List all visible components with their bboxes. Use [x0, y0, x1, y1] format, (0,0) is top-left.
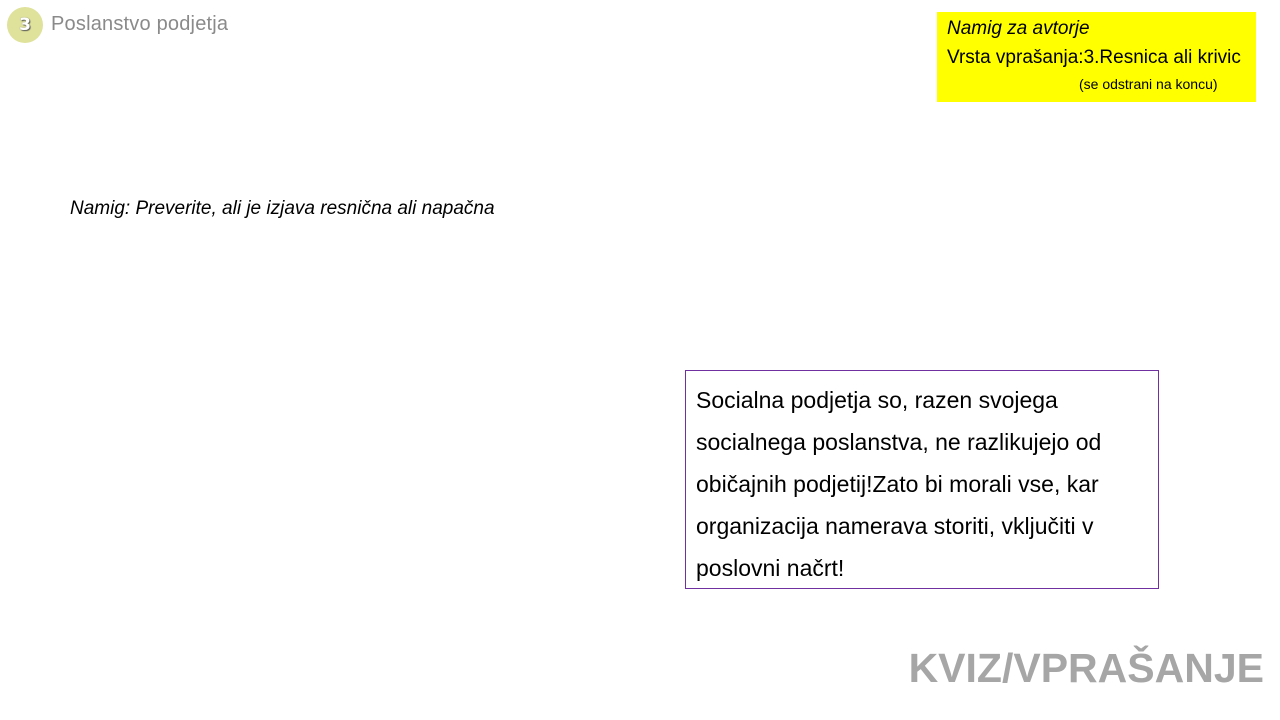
author-note-box: [937, 12, 1256, 102]
statement-box[interactable]: [685, 370, 1159, 589]
hint-text: Namig: Preverite, ali je izjava resnična ali napačna: [70, 198, 495, 219]
section-title: Poslanstvo podjetja: [51, 13, 229, 35]
author-note-remark: (se odstrani na koncu): [1079, 76, 1218, 92]
question-type-label: Vrsta vprašanja:3.Resnica ali krivic: [947, 47, 1241, 68]
statement-text: Socialna podjetja so, razen svojega socialnega poslanstva, ne razlikujejo od običajnih podjetij!Zato bi morali vse, kar organizacija namerava storiti, vključiti v poslovni načrt!: [696, 387, 1102, 581]
step-number-badge: [7, 7, 43, 43]
quiz-question-label: KVIZ/VPRAŠANJE: [908, 645, 1264, 691]
step-number: 3: [19, 14, 31, 35]
author-note-title: Namig za avtorje: [947, 18, 1090, 39]
